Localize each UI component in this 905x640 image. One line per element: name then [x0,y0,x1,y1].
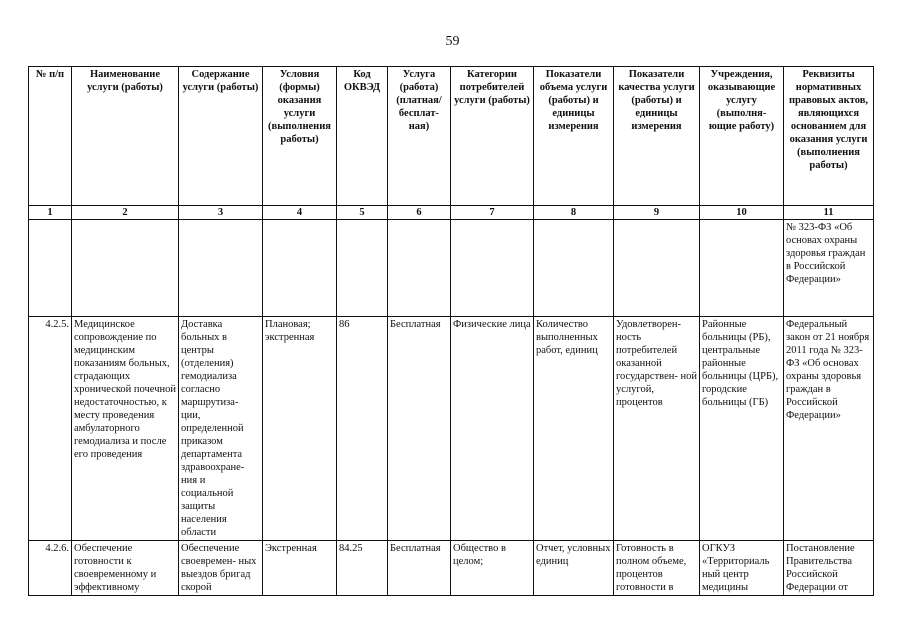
table-cell [29,220,72,317]
column-number: 5 [337,206,388,220]
legal-basis: Постановление Правительства Российской Федерации от [784,541,874,596]
header-cell: Показатели качества услуги (работы) и единицы измерения [614,67,700,206]
column-number: 2 [72,206,179,220]
header-cell: Код ОКВЭД [337,67,388,206]
page-number: 59 [445,34,460,49]
column-number: 7 [451,206,534,220]
table-cell [700,220,784,317]
table-cell [263,220,337,317]
table-row-continuation [29,220,874,317]
table-cell: № 323-ФЗ «Об основах охраны здоровья граждан в Российской Федерации» [784,220,874,317]
service-conditions: Плановая; экстренная [263,317,337,541]
payment-type: Бесплатная [388,317,451,541]
column-number: 8 [534,206,614,220]
volume-indicator: Количество выполненных работ, единиц [534,317,614,541]
column-number: 9 [614,206,700,220]
header-row [29,67,874,206]
column-number: 11 [784,206,874,220]
header-cell: Содержание услуги (работы) [179,67,263,206]
service-content: Доставка больных в центры (отделения) гемодиализа согласно маршрутиза- ции, определенной приказом департамента здравоохране- ния и социальной защиты населения области [179,317,263,541]
okved-code: 84.25 [337,541,388,596]
table-cell [337,220,388,317]
table-cell [388,220,451,317]
header-cell: Показатели объема услуги (работы) и единицы измерения [534,67,614,206]
column-number: 10 [700,206,784,220]
column-number: 6 [388,206,451,220]
payment-type: Бесплатная [388,541,451,596]
service-name: Медицинское сопровождение по медицинским показаниям больных, страдающих хронической почечной недостаточностью, к месту проведения амбулаторного гемодиализа и после его проведения [72,317,179,541]
header-cell: № п/п [29,67,72,206]
table-cell [72,220,179,317]
column-number-row [29,206,874,220]
table-cell [179,220,263,317]
header-cell: Условия (формы) оказания услуги (выполнения работы) [263,67,337,206]
column-number: 1 [29,206,72,220]
table-cell [614,220,700,317]
row-number: 4.2.6. [29,541,72,596]
column-number: 4 [263,206,337,220]
volume-indicator: Отчет, условных единиц [534,541,614,596]
services-table [28,66,874,596]
header-cell: Наименование услуги (работы) [72,67,179,206]
row-number: 4.2.5. [29,317,72,541]
table-cell [451,220,534,317]
table-row-4-2-6 [29,541,874,596]
service-name: Обеспечение готовности к своевременному и эффективному [72,541,179,596]
quality-indicator: Готовность в полном объеме, процентов готовности в [614,541,700,596]
service-conditions: Экстренная [263,541,337,596]
column-number: 3 [179,206,263,220]
table-cell [534,220,614,317]
legal-basis: Федеральный закон от 21 ноября 2011 года № 323-ФЗ «Об основах охраны здоровья граждан в Российской Федерации» [784,317,874,541]
header-cell: Услуга (работа) (платная/ бесплат- ная) [388,67,451,206]
consumer-category: Физические лица [451,317,534,541]
okved-code: 86 [337,317,388,541]
quality-indicator: Удовлетворен- ность потребителей оказанной государствен- ной услугой, процентов [614,317,700,541]
header-cell: Учреждения, оказывающие услугу (выполня- ющие работу) [700,67,784,206]
header-cell: Реквизиты нормативных правовых актов, являющихся основанием для оказания услуги (выполнения работы) [784,67,874,206]
header-cell: Категории потребителей услуги (работы) [451,67,534,206]
service-content: Обеспечение своевремен- ных выездов бригад скорой [179,541,263,596]
providing-institutions: Районные больницы (РБ), центральные районные больницы (ЦРБ), городские больницы (ГБ) [700,317,784,541]
consumer-category: Общество в целом; [451,541,534,596]
table-row-4-2-5 [29,317,874,541]
providing-institutions: ОГКУЗ «Территориаль ный центр медицины [700,541,784,596]
